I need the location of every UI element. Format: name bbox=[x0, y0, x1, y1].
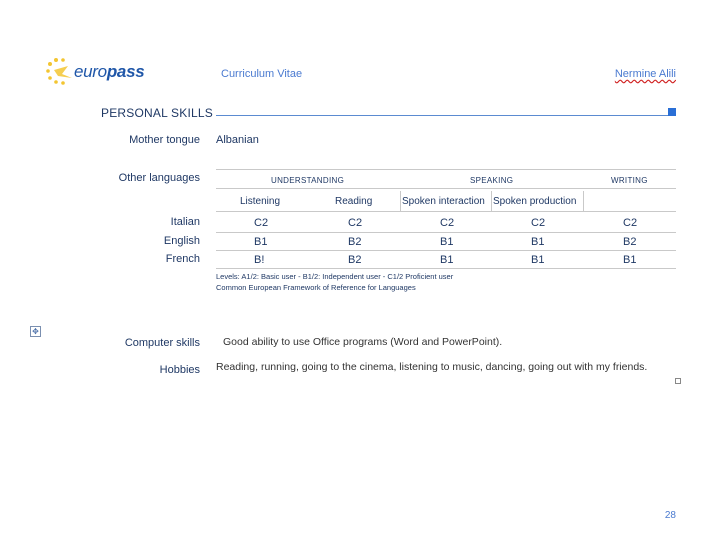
language-name: English bbox=[163, 235, 200, 247]
divider bbox=[216, 268, 676, 269]
europass-star-icon bbox=[44, 56, 78, 90]
mother-tongue-label: Mother tongue bbox=[129, 134, 200, 146]
subheader-spoken-production: Spoken production bbox=[493, 196, 577, 207]
level-cell: B1 bbox=[531, 254, 545, 266]
subheader-spoken-interaction: Spoken interaction bbox=[402, 196, 485, 207]
hobbies-value: Reading, running, going to the cinema, listening to music, dancing, going out with my friends. bbox=[216, 361, 648, 373]
divider bbox=[216, 169, 676, 170]
move-handle-icon[interactable]: ✥ bbox=[30, 326, 41, 337]
section-divider bbox=[216, 115, 668, 116]
column-divider bbox=[400, 191, 401, 211]
computer-skills-label: Computer skills bbox=[124, 337, 200, 349]
divider bbox=[216, 211, 676, 212]
other-languages-label: Other languages bbox=[118, 172, 200, 184]
document-title: Curriculum Vitae bbox=[221, 68, 303, 80]
column-divider bbox=[491, 191, 492, 211]
language-name: French bbox=[165, 253, 200, 265]
section-title: PERSONAL SKILLS bbox=[101, 106, 213, 120]
header-writing: WRITING bbox=[611, 176, 648, 185]
computer-skills-value: Good ability to use Office programs (Word and PowerPoint). bbox=[223, 336, 503, 348]
person-name: Nermine Alili bbox=[614, 68, 676, 80]
level-cell: C2 bbox=[348, 217, 363, 229]
column-divider bbox=[583, 191, 584, 211]
level-cell: B1 bbox=[440, 236, 454, 248]
level-cell: B2 bbox=[348, 236, 362, 248]
header-speaking: SPEAKING bbox=[470, 176, 514, 185]
level-cell: C2 bbox=[440, 217, 455, 229]
europass-logo bbox=[44, 56, 154, 90]
subheader-reading: Reading bbox=[335, 196, 373, 207]
level-cell: C2 bbox=[254, 217, 269, 229]
section-marker bbox=[668, 108, 676, 116]
divider bbox=[216, 188, 676, 189]
hobbies-label: Hobbies bbox=[159, 364, 200, 376]
level-cell: B1 bbox=[440, 254, 454, 266]
resize-handle[interactable] bbox=[675, 378, 681, 384]
level-cell: C2 bbox=[531, 217, 546, 229]
framework-note: Common European Framework of Reference for Languages bbox=[216, 283, 416, 292]
divider bbox=[216, 250, 676, 251]
level-cell: C2 bbox=[623, 217, 638, 229]
level-cell: B! bbox=[254, 254, 265, 266]
language-name: Italian bbox=[170, 216, 200, 228]
subheader-listening: Listening bbox=[240, 196, 281, 207]
logo-wordmark: europass bbox=[74, 62, 145, 81]
page-number: 28 bbox=[664, 510, 676, 521]
level-cell: B2 bbox=[623, 236, 637, 248]
level-cell: B1 bbox=[254, 236, 268, 248]
level-cell: B1 bbox=[623, 254, 637, 266]
levels-note: Levels: A1/2: Basic user - B1/2: Independent user - C1/2 Proficient user bbox=[216, 272, 454, 281]
level-cell: B1 bbox=[531, 236, 545, 248]
level-cell: B2 bbox=[348, 254, 362, 266]
mother-tongue-value: Albanian bbox=[216, 134, 259, 146]
header-understanding: UNDERSTANDING bbox=[271, 176, 345, 185]
divider bbox=[216, 232, 676, 233]
